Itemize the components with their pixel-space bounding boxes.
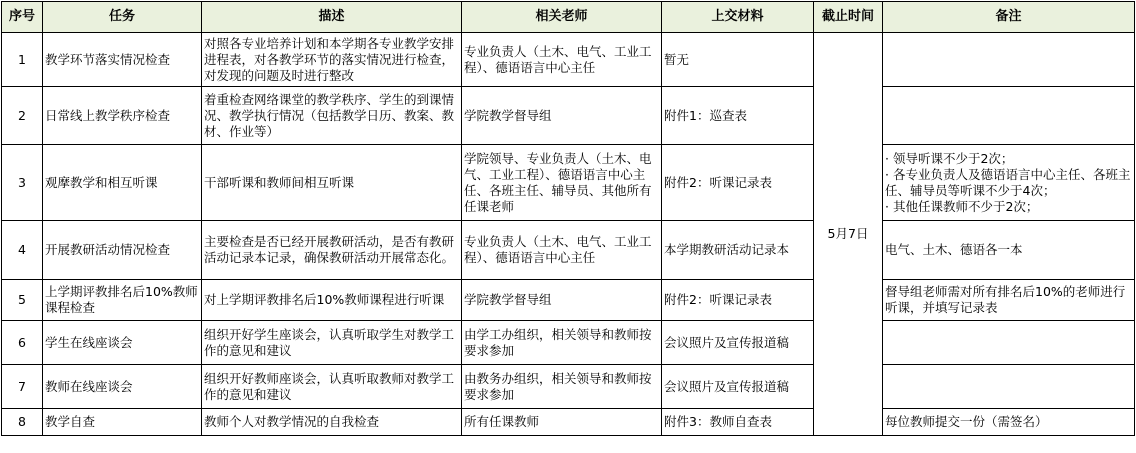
- row-notes: [883, 365, 1135, 409]
- row-teachers: 学院教学督导组: [462, 87, 662, 145]
- row-index: 3: [2, 145, 43, 221]
- row-task: 观摩教学和相互听课: [43, 145, 202, 221]
- row-materials: 附件2：听课记录表: [662, 280, 814, 321]
- row-teachers: 学院教学督导组: [462, 280, 662, 321]
- row-notes: [883, 145, 1135, 221]
- row-description: 对照各专业培养计划和本学期各专业教学安排进程表，对各教学环节的落实情况进行检查，对发现的问题及时进行整改: [202, 33, 462, 87]
- row-notes: 每位教师提交一份（需签名）: [883, 409, 1135, 436]
- table-row: [2, 321, 1135, 365]
- row-task: 上学期评教排名后10%教师课程检查: [43, 280, 202, 321]
- row-task: 学生在线座谈会: [43, 321, 202, 365]
- table-row: [2, 87, 1135, 145]
- row-teachers: 专业负责人（土木、电气、工业工程）、德语语言中心主任: [462, 221, 662, 280]
- table-row: [2, 280, 1135, 321]
- row-teachers: 由教务办组织，相关领导和教师按要求参加: [462, 365, 662, 409]
- row-notes: [883, 33, 1135, 87]
- table-row: [2, 33, 1135, 87]
- row-materials: 本学期教研活动记录本: [662, 221, 814, 280]
- row-task: 教学自查: [43, 409, 202, 436]
- table-row: [2, 145, 1135, 221]
- deadline-cell: 5月7日: [814, 33, 883, 436]
- row-task: 开展教研活动情况检查: [43, 221, 202, 280]
- row-index: 4: [2, 221, 43, 280]
- note-line: · 其他任课教师不少于2次；: [885, 198, 1039, 214]
- header-teachers: 相关老师: [462, 2, 662, 33]
- row-description: 组织开好教师座谈会，认真听取教师对教学工作的意见和建议: [202, 365, 462, 409]
- row-description: 组织开好学生座谈会，认真听取学生对教学工作的意见和建议: [202, 321, 462, 365]
- row-index: 8: [2, 409, 43, 436]
- header-index: 序号: [2, 2, 43, 33]
- row-index: 2: [2, 87, 43, 145]
- row-notes: 电气、土木、德语各一本: [883, 221, 1135, 280]
- row-index: 6: [2, 321, 43, 365]
- row-materials: 附件3：教师自查表: [662, 409, 814, 436]
- row-teachers: 所有任课教师: [462, 409, 662, 436]
- row-description: 着重检查网络课堂的教学秩序、学生的到课情况、教学执行情况（包括教学日历、教案、教材、作业等）: [202, 87, 462, 145]
- row-notes: [883, 87, 1135, 145]
- row-teachers: 专业负责人（土木、电气、工业工程）、德语语言中心主任: [462, 33, 662, 87]
- row-task: 教师在线座谈会: [43, 365, 202, 409]
- header-task: 任务: [43, 2, 202, 33]
- note-line: · 领导听课不少于2次；: [885, 150, 1014, 166]
- header-notes: 备注: [883, 2, 1135, 33]
- row-task: 教学环节落实情况检查: [43, 33, 202, 87]
- row-description: 干部听课和教师间相互听课: [202, 145, 462, 221]
- header-deadline: 截止时间: [814, 2, 883, 33]
- row-teachers: 由学工办组织，相关领导和教师按要求参加: [462, 321, 662, 365]
- header-row: [2, 2, 1135, 33]
- row-index: 5: [2, 280, 43, 321]
- row-index: 7: [2, 365, 43, 409]
- row-materials: 附件1：巡查表: [662, 87, 814, 145]
- row-notes: [883, 321, 1135, 365]
- row-index: 1: [2, 33, 43, 87]
- row-materials: 暂无: [662, 33, 814, 87]
- schedule-table: [1, 1, 1135, 436]
- header-description: 描述: [202, 2, 462, 33]
- row-description: 主要检查是否已经开展教研活动，是否有教研活动记录本记录，确保教研活动开展常态化。: [202, 221, 462, 280]
- table-row: [2, 221, 1135, 280]
- note-line: · 各专业负责人及德语语言中心主任、各班主任、辅导员等听课不少于4次；: [885, 166, 1131, 198]
- header-materials: 上交材料: [662, 2, 814, 33]
- row-description: 教师个人对教学情况的自我检查: [202, 409, 462, 436]
- row-task: 日常线上教学秩序检查: [43, 87, 202, 145]
- row-notes: 督导组老师需对所有排名后10%的老师进行听课，并填写记录表: [883, 280, 1135, 321]
- row-materials: 会议照片及宣传报道稿: [662, 365, 814, 409]
- table-row: [2, 365, 1135, 409]
- table-row: [2, 409, 1135, 436]
- row-description: 对上学期评教排名后10%教师课程进行听课: [202, 280, 462, 321]
- row-materials: 会议照片及宣传报道稿: [662, 321, 814, 365]
- row-materials: 附件2：听课记录表: [662, 145, 814, 221]
- row-teachers: 学院领导、专业负责人（土木、电气、工业工程）、德语语言中心主任、各班主任、辅导员、其他所有任课老师: [462, 145, 662, 221]
